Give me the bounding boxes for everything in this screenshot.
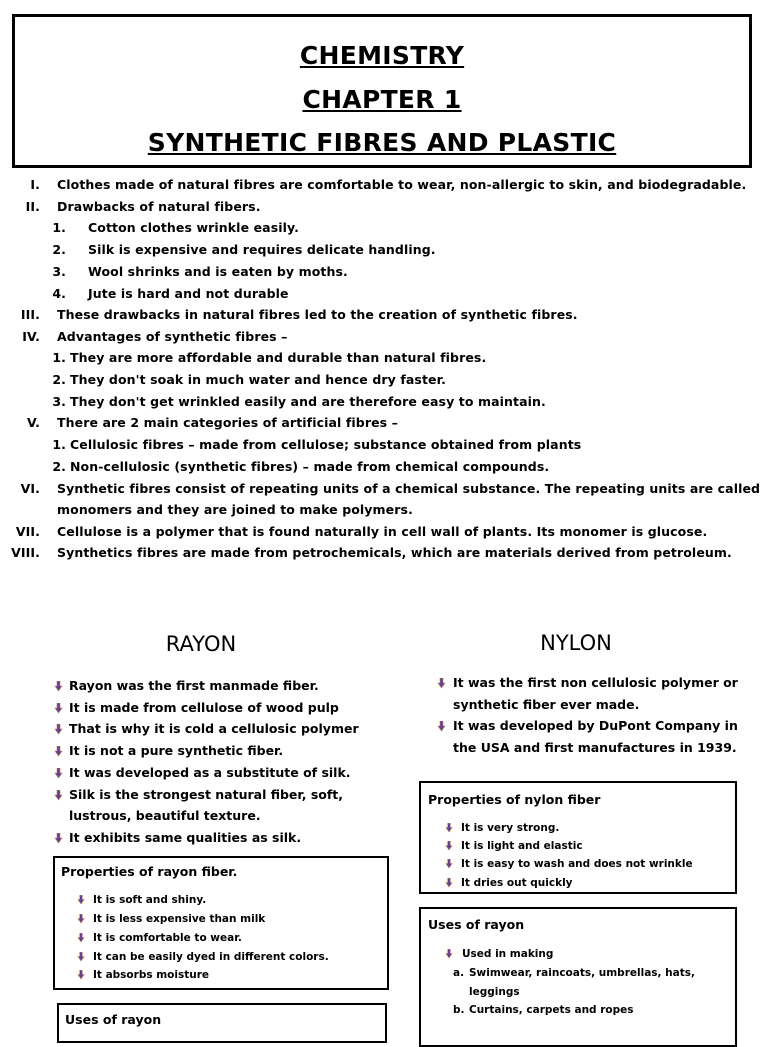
- arrow-bullet-icon: [77, 952, 85, 962]
- sub-text: Silk is expensive and requires delicate handling.: [88, 242, 436, 257]
- point-text: monomers and they are joined to make polymers.: [57, 502, 413, 517]
- roman-numeral: VII.: [15, 524, 40, 539]
- roman-numeral: IV.: [22, 329, 40, 344]
- sub-number: 3.: [52, 264, 66, 279]
- sub-text: They don't soak in much water and hence dry faster.: [70, 372, 446, 387]
- arrow-bullet-icon: [77, 933, 85, 943]
- sub-number: 2.: [52, 372, 66, 387]
- bullet-text: Silk is the strongest natural fiber, soft,: [69, 787, 344, 802]
- arrow-bullet-icon: [77, 895, 85, 905]
- bullet-text: It exhibits same qualities as silk.: [69, 830, 302, 845]
- bullet-text: It is not a pure synthetic fiber.: [69, 743, 284, 758]
- arrow-bullet-icon: [445, 949, 453, 959]
- sub-number: 1.: [52, 437, 66, 452]
- sub-number: 2.: [52, 459, 66, 474]
- roman-numeral: VIII.: [11, 545, 40, 560]
- sub-number: 4.: [52, 286, 66, 301]
- roman-numeral: III.: [20, 307, 40, 322]
- arrow-bullet-icon: [445, 878, 453, 888]
- arrow-bullet-icon: [445, 823, 453, 833]
- arrow-bullet-icon: [54, 746, 63, 757]
- bullet-text: It is very strong.: [461, 822, 560, 834]
- rayon-properties-box: [53, 856, 389, 990]
- sub-text: Swimwear, raincoats, umbrellas, hats,: [469, 967, 695, 979]
- arrow-bullet-icon: [77, 970, 85, 980]
- arrow-bullet-icon: [445, 841, 453, 851]
- arrow-bullet-icon: [77, 914, 85, 924]
- arrow-bullet-icon: [437, 678, 446, 689]
- bullet-text: It is easy to wash and does not wrinkle: [461, 858, 693, 870]
- arrow-bullet-icon: [54, 681, 63, 692]
- arrow-bullet-icon: [54, 833, 63, 844]
- arrow-bullet-icon: [445, 859, 453, 869]
- point-text: Clothes made of natural fibres are comfortable to wear, non-allergic to skin, and biodegradable.: [57, 177, 747, 192]
- sub-number: 1.: [52, 220, 66, 235]
- sub-number: 2.: [52, 242, 66, 257]
- sub-letter: b.: [453, 1004, 465, 1016]
- sub-number: 1.: [52, 350, 66, 365]
- nylon-heading: NYLON: [540, 631, 612, 655]
- bullet-text: It was the first non cellulosic polymer or: [453, 675, 738, 690]
- bullet-text: Rayon was the first manmade fiber.: [69, 678, 319, 693]
- bullet-text: It is comfortable to wear.: [93, 932, 242, 944]
- sub-text: They are more affordable and durable than natural fibres.: [70, 350, 487, 365]
- point-text: Synthetic fibres consist of repeating units of a chemical substance. The repeating units are called: [57, 481, 761, 496]
- bullet-text: It absorbs moisture: [93, 969, 210, 981]
- nylon-uses-box: [419, 907, 737, 1047]
- bullet-text: It can be easily dyed in different colors.: [93, 951, 329, 963]
- bullet-text: It was developed as a substitute of silk.: [69, 765, 351, 780]
- roman-numeral: I.: [30, 177, 40, 192]
- chapter-title: SYNTHETIC FIBRES AND PLASTIC: [147, 128, 617, 157]
- bullet-text: It is less expensive than milk: [93, 913, 266, 925]
- chapter-heading: CHAPTER 1: [302, 85, 462, 114]
- title-box: [12, 14, 752, 168]
- roman-numeral: V.: [26, 415, 40, 430]
- rayon-heading: RAYON: [165, 632, 237, 656]
- bullet-text: That is why it is cold a cellulosic polymer: [69, 721, 359, 736]
- point-text: Drawbacks of natural fibers.: [57, 199, 261, 214]
- box-title: Uses of rayon: [65, 1012, 162, 1027]
- sub-text: Jute is hard and not durable: [88, 286, 289, 301]
- sub-text: leggings: [469, 986, 520, 998]
- bullet-text: It is light and elastic: [461, 840, 583, 852]
- arrow-bullet-icon: [54, 768, 63, 779]
- sub-letter: a.: [453, 967, 465, 979]
- bullet-text: the USA and first manufactures in 1939.: [453, 740, 737, 755]
- rayon-uses-box: [57, 1003, 387, 1043]
- arrow-bullet-icon: [54, 703, 63, 714]
- bullet-text: synthetic fiber ever made.: [453, 697, 640, 712]
- box-title: Properties of nylon fiber: [428, 792, 601, 807]
- sub-text: Non-cellulosic (synthetic fibres) – made from chemical compounds.: [70, 459, 550, 474]
- roman-numeral: VI.: [20, 481, 40, 496]
- sub-text: They don't get wrinkled easily and are therefore easy to maintain.: [70, 394, 546, 409]
- bullet-text: It is soft and shiny.: [93, 894, 207, 906]
- sub-text: Cellulosic fibres – made from cellulose; substance obtained from plants: [70, 437, 582, 452]
- roman-numeral: II.: [25, 199, 40, 214]
- point-text: Cellulose is a polymer that is found naturally in cell wall of plants. Its monomer is glucose.: [57, 524, 708, 539]
- bullet-text: It is made from cellulose of wood pulp: [69, 700, 339, 715]
- sub-text: Curtains, carpets and ropes: [469, 1004, 634, 1016]
- bullet-text: It was developed by DuPont Company in: [453, 718, 738, 733]
- box-title: Properties of rayon fiber.: [61, 864, 238, 879]
- point-text: There are 2 main categories of artificial fibres –: [57, 415, 399, 430]
- sub-text: Cotton clothes wrinkle easily.: [88, 220, 299, 235]
- arrow-bullet-icon: [54, 790, 63, 801]
- point-text: Advantages of synthetic fibres –: [57, 329, 288, 344]
- bullet-text: lustrous, beautiful texture.: [69, 808, 261, 823]
- nylon-properties-box: [419, 781, 737, 894]
- bullet-text: Used in making: [462, 948, 554, 960]
- arrow-bullet-icon: [437, 721, 446, 732]
- point-text: These drawbacks in natural fibres led to the creation of synthetic fibres.: [57, 307, 578, 322]
- arrow-bullet-icon: [54, 724, 63, 735]
- bullet-text: It dries out quickly: [461, 877, 573, 889]
- point-text: Synthetics fibres are made from petrochemicals, which are materials derived from petroleum.: [57, 545, 732, 560]
- box-title: Uses of rayon: [428, 917, 525, 932]
- sub-number: 3.: [52, 394, 66, 409]
- subject-heading: CHEMISTRY: [299, 41, 465, 70]
- sub-text: Wool shrinks and is eaten by moths.: [88, 264, 348, 279]
